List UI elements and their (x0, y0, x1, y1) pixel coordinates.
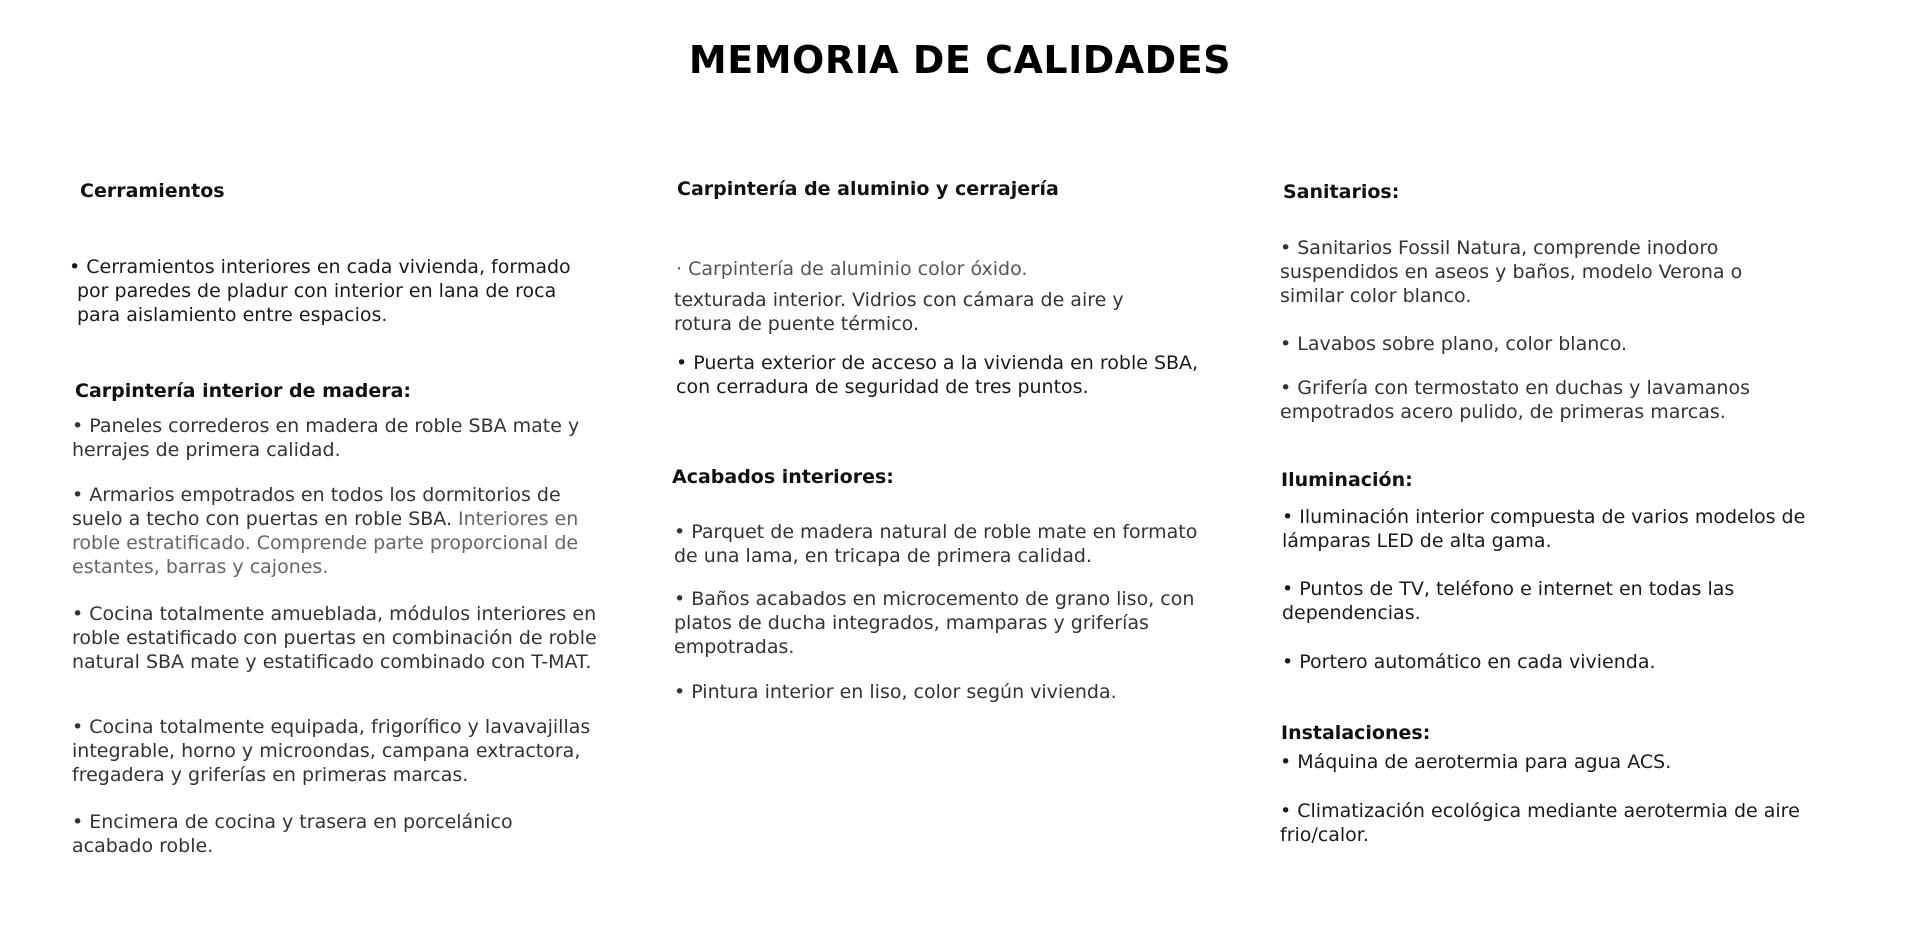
paragraph-banos: • Baños acabados en microcemento de grano liso, con platos de ducha integrados, mamparas y griferías empotradas. (674, 588, 1195, 658)
paragraph-cerramientos-line: • Cerramientos interiores en cada vivienda, formado (69, 256, 571, 278)
paragraph-paneles: • Paneles correderos en madera de roble SBA mate y herrajes de primera calidad. (72, 415, 580, 461)
paragraph-maquina: • Máquina de aerotermia para agua ACS. (1280, 751, 1672, 773)
paragraph-puerta: • Puerta exterior de acceso a la vivienda en roble SBA, con cerradura de seguridad de tres puntos. (676, 352, 1199, 398)
paragraph-armarios-text-secondary: Interiores en roble estratificado. Comprende parte proporcional de estantes, barras y cajones. (72, 508, 579, 578)
paragraph-cerramientos-line: para aislamiento entre espacios. (77, 304, 388, 326)
paragraph-armarios (72, 483, 617, 579)
paragraph-climatizacion: • Climatización ecológica mediante aerotermia de aire frio/calor. (1280, 800, 1800, 846)
paragraph-cocina-equipada: • Cocina totalmente equipada, frigorífico y lavavajillas integrable, horno y microondas, campana extractora, fregadera y griferías en primeras marcas. (72, 716, 591, 786)
page-title: MEMORIA DE CALIDADES (688, 38, 1232, 82)
paragraph-cerramientos (69, 255, 629, 327)
paragraph-iluminacion: • Iluminación interior compuesta de varios modelos de lámparas LED de alta gama. (1282, 506, 1806, 552)
paragraph-lavabos: • Lavabos sobre plano, color blanco. (1280, 333, 1628, 355)
paragraph-portero: • Portero automático en cada vivienda. (1282, 651, 1656, 673)
paragraph-parquet: • Parquet de madera natural de roble mate en formato de una lama, en tricapa de primera calidad. (674, 521, 1198, 567)
paragraph-sanitarios: • Sanitarios Fossil Natura, comprende inodoro suspendidos en aseos y baños, modelo Verona o similar color blanco. (1280, 237, 1743, 307)
paragraph-pintura: • Pintura interior en liso, color según vivienda. (674, 681, 1117, 703)
heading-instalaciones: Instalaciones: (1281, 722, 1431, 744)
heading-cerramientos: Cerramientos (80, 180, 225, 202)
paragraph-aluminio-1: · Carpintería de aluminio color óxido. (676, 258, 1028, 280)
heading-iluminacion: Iluminación: (1281, 469, 1413, 491)
paragraph-encimera: • Encimera de cocina y trasera en porcelánico acabado roble. (72, 811, 513, 857)
paragraph-tv: • Puntos de TV, teléfono e internet en todas las dependencias. (1282, 578, 1735, 624)
heading-acabados: Acabados interiores: (672, 466, 894, 488)
paragraph-aluminio-2: texturada interior. Vidrios con cámara de aire y rotura de puente térmico. (674, 289, 1124, 335)
paragraph-griferia: • Grifería con termostato en duchas y lavamanos empotrados acero pulido, de primeras marcas. (1280, 377, 1750, 423)
heading-carpinteria-aluminio: Carpintería de aluminio y cerrajería (677, 178, 1059, 200)
paragraph-cocina-amueblada: • Cocina totalmente amueblada, módulos interiores en roble estatificado con puertas en combinación de roble natural SBA mate y estatificado combinado con T-MAT. (72, 603, 597, 673)
paragraph-armarios-text: • Armarios empotrados en todos los dormitorios de suelo a techo con puertas en roble SBA. (72, 484, 561, 530)
heading-carpinteria-interior: Carpintería interior de madera: (75, 380, 411, 402)
paragraph-cerramientos-line: por paredes de pladur con interior en lana de roca (77, 280, 557, 302)
heading-sanitarios: Sanitarios: (1283, 181, 1400, 203)
